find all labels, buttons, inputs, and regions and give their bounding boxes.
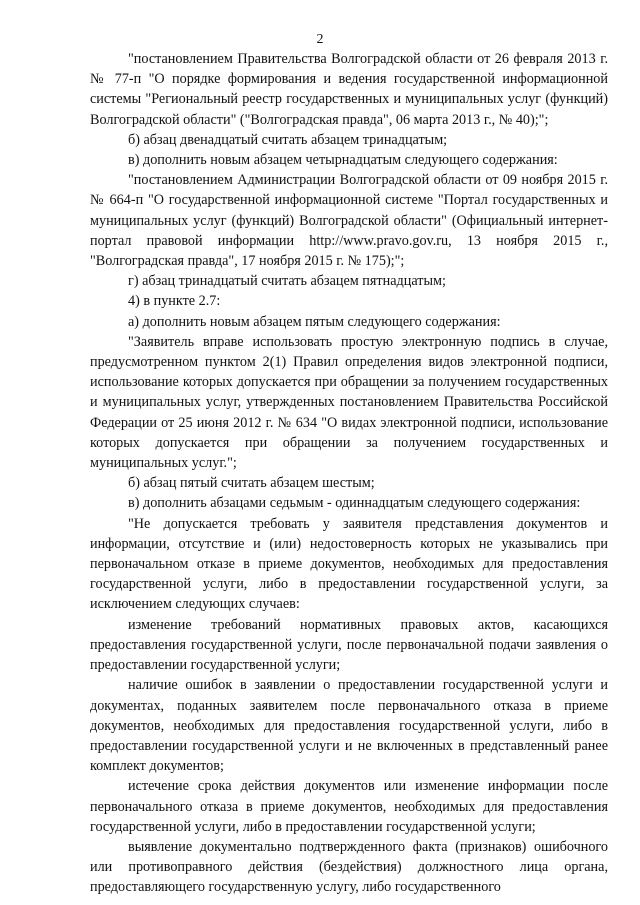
paragraph-8: "Заявитель вправе использовать простую электронную подпись в случае, предусмотренном пунктом 2(1) Правил определения видов электронной подписи, использование которых допускается при обращении за получением государственных и муниципальных услуг, утвержденных постановлением Правительства Российской Федерации от 25 июня 2012 г. № 634 "О видах электронной подписи, использование которых допускается при обращении за получением государственных и муниципальных услуг."; xyxy=(90,333,608,472)
paragraph-5: г) абзац тринадцатый считать абзацем пятнадцатым; xyxy=(128,273,446,290)
page-number: 2 xyxy=(316,32,324,47)
paragraph-12: изменение требований нормативных правовых актов, касающихся предоставления государственной услуги, после первоначальной подачи заявления о предоставлении государственной услуги; xyxy=(90,616,608,674)
paragraph-14: истечение срока действия документов или изменение информации после первоначального отказа в приеме документов, необходимых для предоставления государственной услуги, либо в предоставлении государственной услуги; xyxy=(90,778,608,835)
paragraph-7: а) дополнить новым абзацем пятым следующего содержания: xyxy=(128,313,501,330)
paragraph-9: б) абзац пятый считать абзацем шестым; xyxy=(128,475,375,492)
paragraph-3: в) дополнить новым абзацем четырнадцатым следующего содержания: xyxy=(128,152,558,169)
paragraph-11: "Не допускается требовать у заявителя представления документов и информации, отсутствие и (или) недостоверность которых не указывались при первоначальном отказе в приеме документов, необходимых для предоставления государственной услуги, либо в предоставлении государственной услуги, за исключением следующих случаев: xyxy=(90,515,608,613)
paragraph-2: б) абзац двенадцатый считать абзацем тринадцатым; xyxy=(128,131,448,148)
paragraph-1: "постановлением Правительства Волгоградской области от 26 февраля 2013 г. № 77-п "О порядке формирования и ведения государственной информационной системы "Региональный реестр государственных и муниципальных услуг (функций) Волгоградской области" ("Волгоградская правда", 06 марта 2013 г., № 40);"; xyxy=(90,51,608,128)
paragraph-6: 4) в пункте 2.7: xyxy=(128,293,221,310)
paragraph-10: в) дополнить абзацами седьмым - одиннадцатым следующего содержания: xyxy=(128,495,581,512)
paragraph-13: наличие ошибок в заявлении о предоставлении государственной услуги и документах, поданных заявителем после первоначального отказа в приеме документов, необходимых для предоставления государственной услуги, либо в предоставлении государственной услуги и не включенных в представленный ранее комплект документов; xyxy=(90,677,608,775)
paragraph-4: "постановлением Администрации Волгоградской области от 09 ноября 2015 г. № 664-п "О государственной информационной системе "Портал государственных и муниципальных услуг (функций) Волгоградской области" (Официальный интернет-портал правовой информации http://www.pravo.gov.ru, 13 ноября 2015 г., "Волгоградская правда", 17 ноября 2015 г. № 175);"; xyxy=(90,172,608,270)
paragraph-15: выявление документально подтвержденного факта (признаков) ошибочного или противоправного действия (бездействия) должностного лица органа, предоставляющего государственную услугу, либо государственного xyxy=(90,838,608,896)
document-body xyxy=(90,49,608,898)
